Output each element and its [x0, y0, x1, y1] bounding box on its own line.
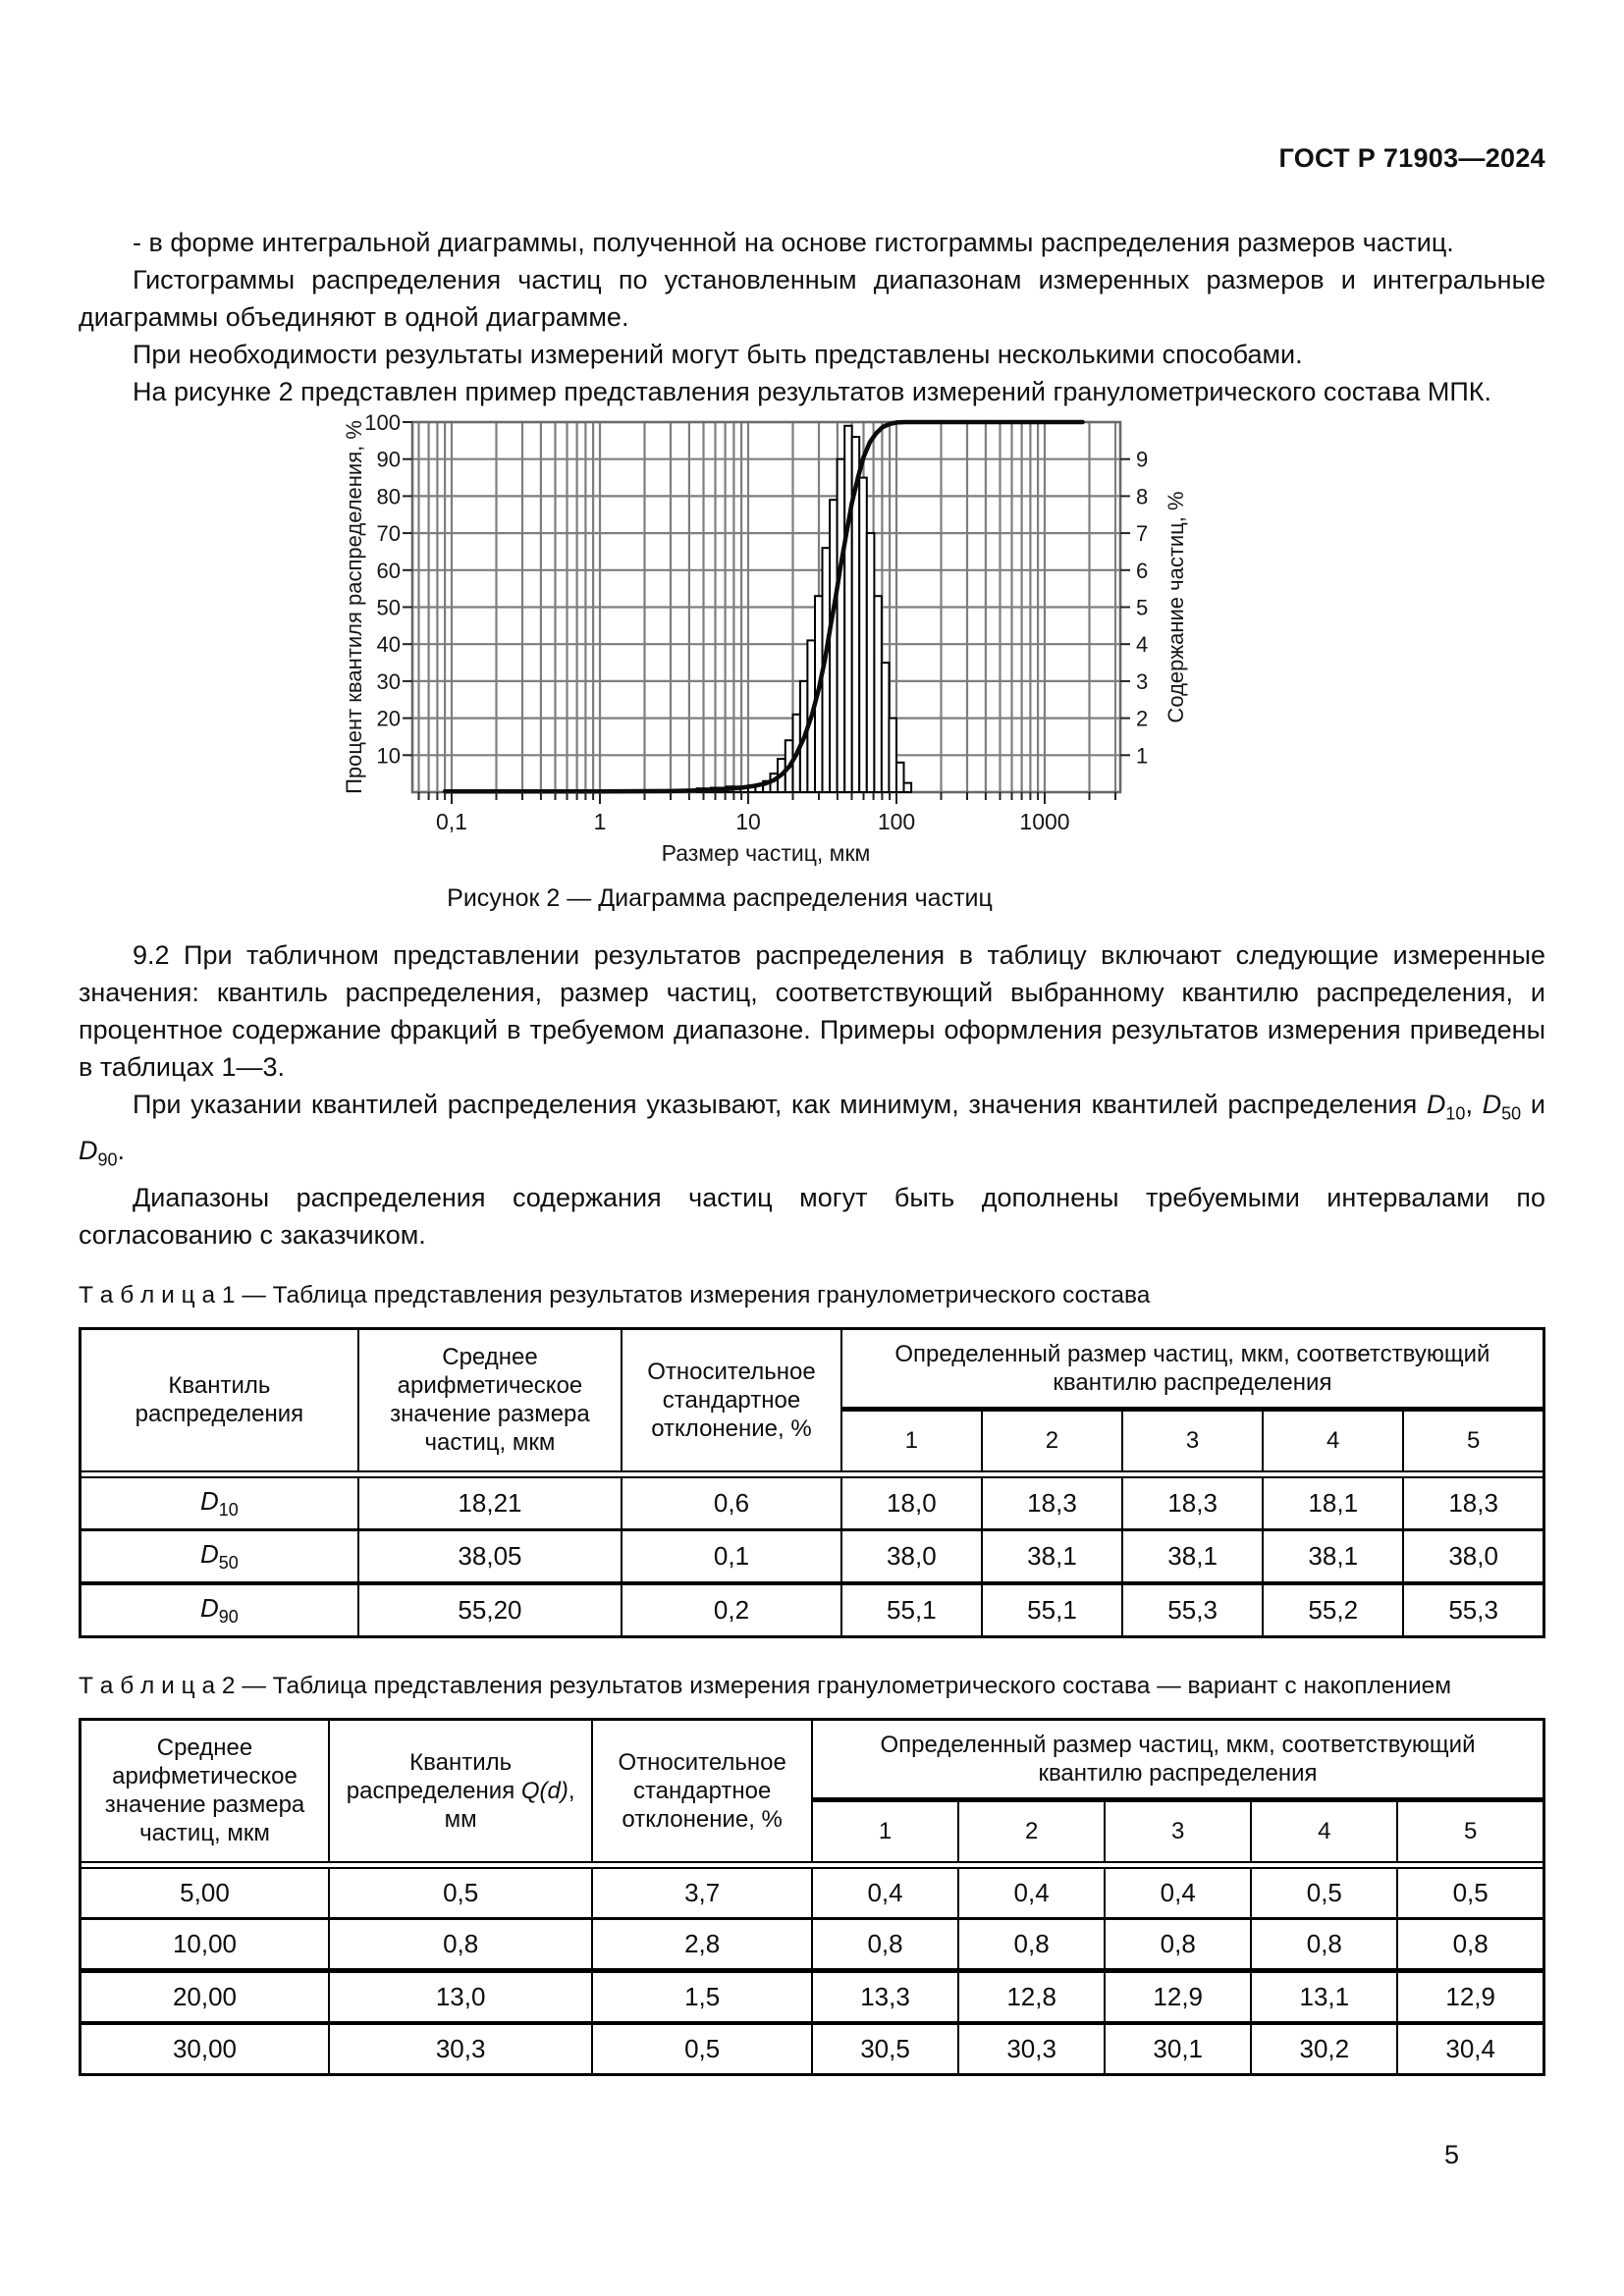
table-cell: 55,1 [841, 1583, 982, 1637]
x-axis-title: Размер частиц, мкм [661, 840, 871, 866]
svg-text:20: 20 [376, 706, 401, 731]
table-cell: 38,1 [1122, 1529, 1263, 1583]
table2 [79, 1718, 1545, 2076]
table-cell: 55,1 [982, 1583, 1122, 1637]
table-cell: 0,8 [1397, 1918, 1543, 1970]
table1-header-rsd: Относительное стандартное отклонение, % [622, 1328, 841, 1471]
table-row-d90 [81, 1583, 1544, 1637]
svg-text:1: 1 [593, 809, 607, 834]
svg-text:10: 10 [376, 743, 401, 769]
table2-subcol-5: 5 [1397, 1799, 1543, 1862]
table-cell: 12,8 [958, 1970, 1105, 2023]
table1-subcol-3: 3 [1122, 1409, 1263, 1471]
table2-caption-text: — Таблица представления результатов измерения гранулометрического состава — вариант с накоплением [242, 1672, 1452, 1699]
quantile-symbol: D [1426, 1090, 1446, 1119]
table-cell: 0,4 [958, 1868, 1105, 1919]
table-cell: 0,8 [1251, 1918, 1397, 1970]
table-cell: 1,5 [592, 1970, 812, 2023]
table-cell: 30,3 [329, 2023, 592, 2075]
qd-symbol: Q(d) [520, 1777, 568, 1804]
svg-text:70: 70 [376, 521, 401, 547]
table-cell: 38,1 [1263, 1529, 1403, 1583]
paragraph: Гистограммы распределения частиц по установленным диапазонам измеренных размеров и интегральные диаграммы объединяют в одной диаграмме. [79, 265, 1545, 332]
svg-text:50: 50 [376, 595, 401, 620]
table-cell: 2,8 [592, 1918, 812, 1970]
svg-text:0,1: 0,1 [436, 809, 467, 834]
paragraph: При необходимости результаты измерений могут быть представлены несколькими способами. [133, 340, 1303, 369]
table-cell: 12,9 [1105, 1970, 1251, 2023]
table-cell: 5,00 [81, 1868, 329, 1919]
table-cell: 18,21 [358, 1477, 622, 1530]
table-row-d10 [81, 1477, 1544, 1530]
table-row-d50 [81, 1529, 1544, 1583]
svg-text:3: 3 [1136, 668, 1149, 694]
table-cell: 0,8 [329, 1918, 592, 1970]
table-row [81, 1918, 1544, 1970]
svg-text:100: 100 [877, 809, 916, 834]
quantile-symbol: D [199, 1592, 219, 1623]
paragraph: - в форме интегральной диаграммы, полученной на основе гистограммы распределения размеров частиц. [133, 228, 1454, 257]
table-cell: 55,3 [1403, 1583, 1543, 1637]
quantile-symbol: D [79, 1136, 98, 1166]
quantile-subscript: 90 [97, 1149, 118, 1170]
table1-subcol-2: 2 [982, 1409, 1122, 1471]
table-cell: 18,0 [841, 1477, 982, 1530]
header-text: Квантиль распределения [346, 1748, 521, 1804]
svg-text:4: 4 [1136, 632, 1149, 658]
table-cell: 55,2 [1263, 1583, 1403, 1637]
table-cell-quantile [81, 1477, 358, 1530]
svg-text:2: 2 [1136, 706, 1149, 731]
table1-subcol-4: 4 [1263, 1409, 1403, 1471]
table2-caption [79, 1668, 1545, 1704]
table1-header-group: Определенный размер частиц, мкм, соответствующий квантилю распределения [841, 1328, 1544, 1409]
table2-header-rsd: Относительное стандартное отклонение, % [592, 1719, 812, 1862]
svg-text:1: 1 [1136, 743, 1149, 769]
table-row [81, 2023, 1544, 2075]
table-row [81, 1868, 1544, 1919]
table-cell: 18,1 [1263, 1477, 1403, 1530]
page-number: 5 [1443, 2140, 1459, 2169]
table-cell: 10,00 [81, 1918, 329, 1970]
table-cell: 30,5 [812, 2023, 958, 2075]
table-cell: 30,4 [1397, 2023, 1543, 2075]
table-cell: 18,3 [982, 1477, 1122, 1530]
table1-subcol-5: 5 [1403, 1409, 1543, 1471]
paragraph-text: При указании квантилей распределения указывают, как минимум, значения квантилей распределения [133, 1090, 1427, 1119]
table1-caption [79, 1277, 1545, 1313]
table-cell: 30,00 [81, 2023, 329, 2075]
header-text: , мм [444, 1777, 575, 1833]
table2-subcol-4: 4 [1251, 1799, 1397, 1862]
svg-text:30: 30 [376, 668, 401, 694]
quantile-subscript: 50 [218, 1552, 239, 1573]
table-cell: 55,3 [1122, 1583, 1263, 1637]
y-left-axis-title: Процент квантиля распределения, % [342, 420, 366, 794]
table-cell: 18,3 [1403, 1477, 1543, 1530]
paragraph [79, 1086, 1545, 1179]
table-cell: 20,00 [81, 1970, 329, 2023]
table-cell: 38,0 [1403, 1529, 1543, 1583]
table2-header-mean: Среднее арифметическое значение размера частиц, мкм [81, 1719, 329, 1862]
paragraph: Диапазоны распределения содержания частиц могут быть дополнены требуемыми интервалами по согласованию с заказчиком. [79, 1182, 1545, 1250]
table1-subcol-1: 1 [841, 1409, 982, 1471]
svg-text:80: 80 [376, 484, 401, 509]
quantile-subscript: 10 [218, 1499, 239, 1520]
svg-text:8: 8 [1136, 484, 1149, 509]
quantile-subscript: 90 [218, 1606, 239, 1627]
table-cell: 0,1 [622, 1529, 841, 1583]
svg-text:1000: 1000 [1019, 809, 1070, 834]
table-cell: 13,3 [812, 1970, 958, 2023]
table-cell: 0,6 [622, 1477, 841, 1530]
document-code: ГОСТ Р 71903—2024 [1278, 143, 1545, 173]
svg-text:100: 100 [364, 412, 401, 435]
quantile-subscript: 10 [1445, 1103, 1466, 1124]
table1-caption-label: Т а б л и ц а 1 [79, 1281, 243, 1308]
table1 [79, 1327, 1545, 1638]
table-cell: 0,8 [958, 1918, 1105, 1970]
table2-header-quantile [329, 1719, 592, 1862]
svg-text:9: 9 [1136, 447, 1149, 472]
table2-subcol-2: 2 [958, 1799, 1105, 1862]
svg-text:7: 7 [1136, 521, 1149, 547]
table-cell: 0,2 [622, 1583, 841, 1637]
table-cell: 12,9 [1397, 1970, 1543, 2023]
table-cell-quantile [81, 1583, 358, 1637]
table1-header-mean: Среднее арифметическое значение размера частиц, мкм [358, 1328, 622, 1471]
table1-header-quantile: Квантиль распределения [81, 1328, 358, 1471]
paragraph-text: . [117, 1136, 126, 1166]
quantile-symbol: D [199, 1538, 219, 1569]
quantile-subscript: 50 [1501, 1103, 1522, 1124]
svg-text:5: 5 [1136, 595, 1149, 620]
table-cell-quantile [81, 1529, 358, 1583]
table-cell: 55,20 [358, 1583, 622, 1637]
paragraph-9-2: 9.2 При табличном представлении результатов распределения в таблицу включают следующие измеренные значения: квантиль распределения, размер частиц, соответствующий выбранному квантилю распределения, и процентное содержание фракций в требуемом диапазоне. Примеры оформления результатов измерения приведены в таблицах 1—3. [79, 940, 1545, 1082]
table-cell: 30,1 [1105, 2023, 1251, 2075]
table-cell: 0,5 [329, 1868, 592, 1919]
quantile-symbol: D [199, 1485, 219, 1516]
table-cell: 0,8 [1105, 1918, 1251, 1970]
table1-caption-text: — Таблица представления результатов измерения гранулометрического состава [242, 1281, 1151, 1308]
table2-caption-label: Т а б л и ц а 2 [79, 1672, 243, 1699]
table-cell: 0,5 [592, 2023, 812, 2075]
paragraph: На рисунке 2 представлен пример представления результатов измерений гранулометрического состава МПК. [133, 377, 1491, 406]
figure2 [79, 412, 1545, 913]
chart-grid [412, 422, 1120, 792]
table2-subcol-1: 1 [812, 1799, 958, 1862]
svg-text:60: 60 [376, 558, 401, 583]
svg-text:90: 90 [376, 447, 401, 472]
table-cell: 38,05 [358, 1529, 622, 1583]
quantile-symbol: D [1482, 1090, 1502, 1119]
table-cell: 30,2 [1251, 2023, 1397, 2075]
table2-header-group: Определенный размер частиц, мкм, соответствующий квантилю распределения [812, 1719, 1544, 1799]
table-cell: 0,4 [812, 1868, 958, 1919]
svg-text:6: 6 [1136, 558, 1149, 583]
table-cell: 18,3 [1122, 1477, 1263, 1530]
table-cell: 38,0 [841, 1529, 982, 1583]
table-cell: 0,4 [1105, 1868, 1251, 1919]
svg-text:10: 10 [735, 809, 761, 834]
figure2-caption: Рисунок 2 — Диаграмма распределения частиц [447, 884, 993, 912]
table2-subcol-3: 3 [1105, 1799, 1251, 1862]
table-cell: 13,0 [329, 1970, 592, 2023]
table-cell: 3,7 [592, 1868, 812, 1919]
figure2-chart [224, 412, 1216, 869]
paragraph-text: , [1465, 1090, 1483, 1119]
table-cell: 38,1 [982, 1529, 1122, 1583]
table-cell: 0,5 [1251, 1868, 1397, 1919]
table-cell: 13,1 [1251, 1970, 1397, 2023]
table-cell: 0,8 [812, 1918, 958, 1970]
table-cell: 0,5 [1397, 1868, 1543, 1919]
content [79, 224, 1545, 2076]
paragraph-text: и [1521, 1090, 1545, 1119]
y-right-axis-title: Содержание частиц, % [1164, 491, 1188, 723]
svg-text:40: 40 [376, 632, 401, 658]
table-row [81, 1970, 1544, 2023]
table-cell: 30,3 [958, 2023, 1105, 2075]
